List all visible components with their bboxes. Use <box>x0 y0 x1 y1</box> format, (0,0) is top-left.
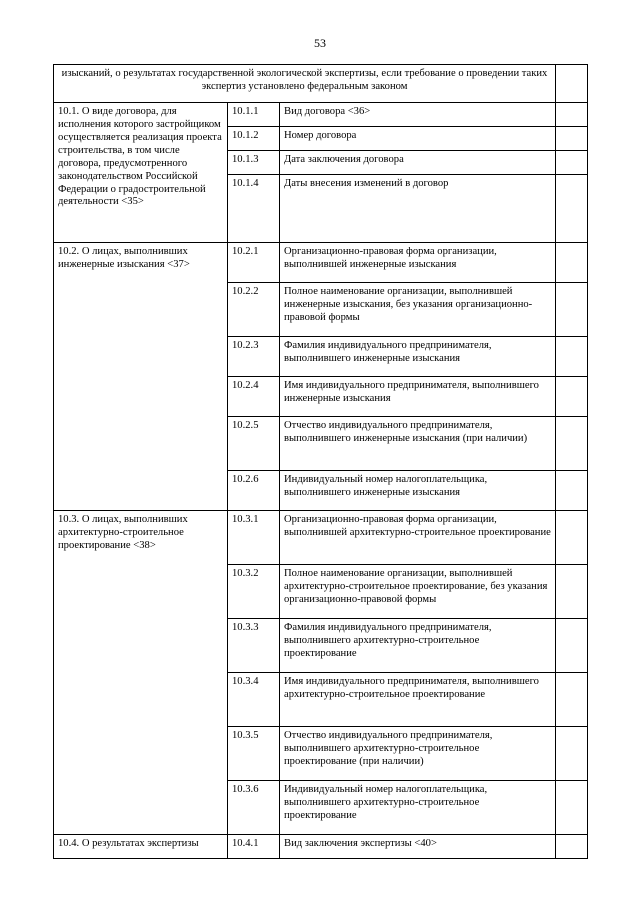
value-cell <box>556 417 588 471</box>
document-table <box>53 64 588 859</box>
value-cell <box>556 151 588 175</box>
item-text: Вид заключения экспертизы <40> <box>280 835 556 859</box>
item-code: 10.3.1 <box>228 511 280 565</box>
continuation-text: изысканий, о результатах государственной экологической экспертизы, если требование о проведении таких экспертиз установлено федеральным законом <box>54 65 556 103</box>
value-cell <box>556 65 588 103</box>
value-cell <box>556 619 588 673</box>
item-text: Имя индивидуального предпринимателя, выполнившего архитектурно-строительное проектирование <box>280 673 556 727</box>
item-text: Номер договора <box>280 127 556 151</box>
item-text: Даты внесения изменений в договор <box>280 175 556 243</box>
item-code: 10.2.1 <box>228 243 280 283</box>
item-code: 10.4.1 <box>228 835 280 859</box>
item-text: Организационно-правовая форма организации, выполнившей инженерные изыскания <box>280 243 556 283</box>
table-row <box>54 835 588 859</box>
item-code: 10.1.2 <box>228 127 280 151</box>
page-number: 53 <box>314 36 326 50</box>
value-cell <box>556 835 588 859</box>
value-cell <box>556 471 588 511</box>
table-row <box>54 103 588 127</box>
item-code: 10.2.3 <box>228 337 280 377</box>
value-cell <box>556 565 588 619</box>
item-code: 10.1.4 <box>228 175 280 243</box>
group-cell-10-1: 10.1. О виде договора, для исполнения которого застройщиком осуществляется реализация проекта строительства, в том числе договора, предусмотренного законодательством Российской Федерации о градостроительной деятельности <35> <box>54 103 228 243</box>
item-code: 10.3.3 <box>228 619 280 673</box>
value-cell <box>556 673 588 727</box>
value-cell <box>556 781 588 835</box>
item-text: Индивидуальный номер налогоплательщика, выполнившего архитектурно-строительное проектирование <box>280 781 556 835</box>
item-text: Отчество индивидуального предпринимателя, выполнившего инженерные изыскания (при наличии) <box>280 417 556 471</box>
item-text: Организационно-правовая форма организации, выполнившей архитектурно-строительное проектирование <box>280 511 556 565</box>
value-cell <box>556 103 588 127</box>
item-text: Фамилия индивидуального предпринимателя, выполнившего инженерные изыскания <box>280 337 556 377</box>
value-cell <box>556 127 588 151</box>
item-code: 10.3.5 <box>228 727 280 781</box>
item-code: 10.3.4 <box>228 673 280 727</box>
table-row <box>54 511 588 565</box>
item-text: Полное наименование организации, выполнившей архитектурно-строительное проектирование, без указания организационно-правовой формы <box>280 565 556 619</box>
group-cell-10-2: 10.2. О лицах, выполнивших инженерные изыскания <37> <box>54 243 228 511</box>
value-cell <box>556 283 588 337</box>
item-code: 10.2.6 <box>228 471 280 511</box>
item-text: Фамилия индивидуального предпринимателя, выполнившего архитектурно-строительное проектирование <box>280 619 556 673</box>
item-text: Имя индивидуального предпринимателя, выполнившего инженерные изыскания <box>280 377 556 417</box>
item-text: Полное наименование организации, выполнившей инженерные изыскания, без указания организационно-правовой формы <box>280 283 556 337</box>
item-code: 10.1.1 <box>228 103 280 127</box>
value-cell <box>556 727 588 781</box>
item-text: Дата заключения договора <box>280 151 556 175</box>
table-row <box>54 243 588 283</box>
value-cell <box>556 243 588 283</box>
group-cell-10-3: 10.3. О лицах, выполнивших архитектурно-строительное проектирование <38> <box>54 511 228 835</box>
continuation-row <box>54 65 588 103</box>
group-cell-10-4: 10.4. О результатах экспертизы <box>54 835 228 859</box>
value-cell <box>556 377 588 417</box>
value-cell <box>556 511 588 565</box>
item-code: 10.2.4 <box>228 377 280 417</box>
value-cell <box>556 337 588 377</box>
value-cell <box>556 175 588 243</box>
item-text: Отчество индивидуального предпринимателя, выполнившего архитектурно-строительное проектирование (при наличии) <box>280 727 556 781</box>
item-text: Индивидуальный номер налогоплательщика, выполнившего инженерные изыскания <box>280 471 556 511</box>
item-code: 10.1.3 <box>228 151 280 175</box>
item-text: Вид договора <36> <box>280 103 556 127</box>
item-code: 10.2.2 <box>228 283 280 337</box>
item-code: 10.3.6 <box>228 781 280 835</box>
item-code: 10.3.2 <box>228 565 280 619</box>
item-code: 10.2.5 <box>228 417 280 471</box>
